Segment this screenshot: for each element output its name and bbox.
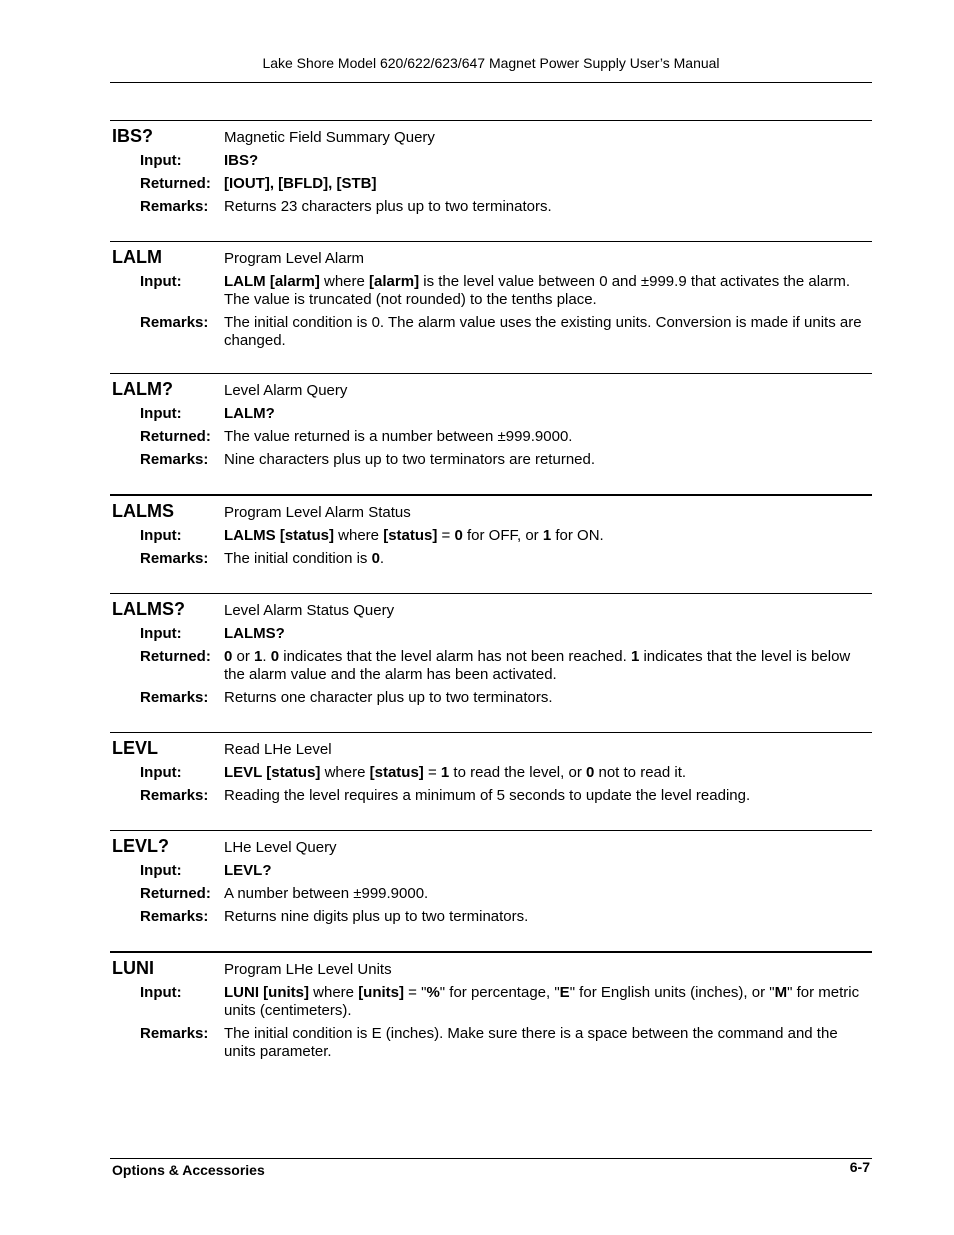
command-title: Level Alarm Status Query [224,602,395,619]
input-field [110,405,872,423]
section-rule [110,120,872,121]
returned-label: Returned: [140,648,211,665]
command-title: LHe Level Query [224,839,337,856]
remarks-text: Reading the level requires a minimum of 5 seconds to update the level reading. [224,787,751,804]
command-name: IBS? [112,126,154,146]
returned-label: Returned: [140,885,211,902]
remarks-field [110,689,872,707]
command-name: LEVL [112,738,159,758]
footer-rule [110,1158,872,1159]
remarks-text: Returns one character plus up to two terminators. [224,689,553,706]
remarks-field [110,787,872,805]
remarks-label: Remarks: [140,787,209,804]
command-lalm-query [110,373,872,474]
remarks-text: Returns nine digits plus up to two terminators. [224,908,529,925]
remarks-label: Remarks: [140,198,209,215]
returned-text: The value returned is a number between ±999.9000. [224,428,573,445]
input-field [110,862,872,880]
command-name: LEVL? [112,836,169,856]
remarks-label: Remarks: [140,314,209,331]
remarks-label: Remarks: [140,908,209,925]
command-title: Level Alarm Query [224,382,348,399]
section-rule [110,593,872,594]
returned-text: A number between ±999.9000. [224,885,429,902]
section-rule [110,241,872,242]
returned-label: Returned: [140,175,211,192]
remarks-field [110,550,872,568]
input-field [110,764,872,782]
returned-field [110,885,872,903]
remarks-text: The initial condition is 0. The alarm value uses the existing units. Conversion is made if units are changed. [224,314,862,349]
command-lalms [110,494,872,573]
input-field [110,273,872,309]
input-text: IBS? [224,152,259,169]
returned-field [110,175,872,193]
remarks-label: Remarks: [140,1025,209,1042]
input-text: LALMS? [224,625,285,642]
command-levl-query [110,830,872,931]
command-name: LALM [112,247,162,267]
input-text: LALM [alarm] where [alarm] is the level value between 0 and ±999.9 that activates the alarm. The value is truncated (not rounded) to the tenths place. [224,273,851,308]
returned-text: 0 or 1. 0 indicates that the level alarm has not been reached. 1 indicates that the level is below the alarm value and the alarm has been activated. [224,648,851,683]
command-title: Program LHe Level Units [224,961,392,978]
command-luni [110,951,872,1066]
remarks-field [110,314,872,350]
remarks-field [110,451,872,469]
section-rule [110,830,872,831]
input-label: Input: [140,764,182,781]
input-label: Input: [140,405,182,422]
remarks-text: Nine characters plus up to two terminators are returned. [224,451,596,468]
input-field [110,527,872,545]
remarks-text: Returns 23 characters plus up to two terminators. [224,198,552,215]
command-lalms-query [110,593,872,712]
input-text: LUNI [units] where [units] = "%" for percentage, "E" for English units (inches), or "M" for metric units (centimeters). [224,984,860,1019]
input-label: Input: [140,273,182,290]
input-text: LEVL [status] where [status] = 1 to read the level, or 0 not to read it. [224,764,687,781]
returned-field [110,648,872,684]
input-field [110,625,872,643]
command-name: LUNI [112,958,154,978]
section-rule [110,494,872,496]
section-rule [110,373,872,374]
command-title: Program Level Alarm [224,250,365,267]
returned-field [110,428,872,446]
input-label: Input: [140,984,182,1001]
section-rule [110,732,872,733]
remarks-label: Remarks: [140,689,209,706]
remarks-label: Remarks: [140,550,209,567]
input-field [110,984,872,1020]
command-title: Magnetic Field Summary Query [224,129,435,146]
remarks-field [110,1025,872,1061]
input-text: LALMS [status] where [status] = 0 for OFF, or 1 for ON. [224,527,604,544]
page-header: Lake Shore Model 620/622/623/647 Magnet Power Supply User’s Manual [262,55,720,71]
input-label: Input: [140,625,182,642]
returned-text: [IOUT], [BFLD], [STB] [224,175,377,192]
input-text: LALM? [224,405,275,422]
footer-section-title: Options & Accessories [112,1162,265,1178]
command-ibs-query [110,120,872,221]
remarks-text: The initial condition is 0. [224,550,385,567]
page-number: 6-7 [849,1159,870,1175]
command-title: Program Level Alarm Status [224,504,411,521]
remarks-label: Remarks: [140,451,209,468]
remarks-field [110,908,872,926]
input-label: Input: [140,862,182,879]
command-name: LALMS [112,501,174,521]
command-name: LALM? [112,379,173,399]
returned-label: Returned: [140,428,211,445]
remarks-text: The initial condition is E (inches). Make sure there is a space between the command and the units parameter. [224,1025,838,1060]
header-rule [110,82,872,83]
section-rule [110,951,872,953]
command-levl [110,732,872,810]
input-field [110,152,872,170]
command-title: Read LHe Level [224,741,332,758]
command-name: LALMS? [112,599,185,619]
remarks-field [110,198,872,216]
input-label: Input: [140,527,182,544]
command-lalm [110,241,872,355]
input-text: LEVL? [224,862,272,879]
input-label: Input: [140,152,182,169]
